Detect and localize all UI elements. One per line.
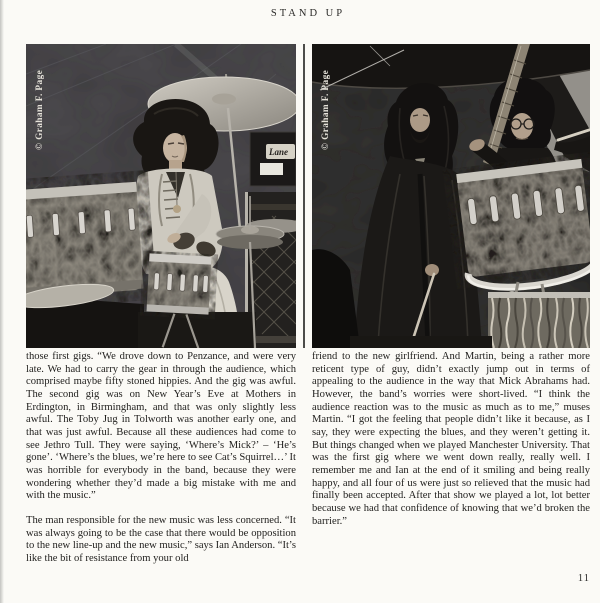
photo-divider-line (303, 44, 305, 348)
amp-head (250, 132, 296, 186)
photo-drummer-art (26, 44, 296, 348)
photo-credit-left: © Graham F. Page (35, 69, 45, 150)
photo-drummer (26, 44, 296, 348)
photo-band-members (312, 44, 590, 348)
bass-drum (26, 182, 144, 298)
page-gutter-shadow (0, 0, 4, 603)
page-number: 11 (577, 573, 590, 584)
paragraph: The man responsible for the new music was less concerned. “It was always going to be the case that there would be opposition to the new line-up and the new music,” says Ian Anderson. “It’s like the bit of resistance from your old (26, 514, 296, 564)
tinsel-drum (488, 292, 590, 348)
paragraph: friend to the new girlfriend. And Martin, being a rather more reticent type of guy, didn’t exactly jump out in terms of appealing to the audience in the way that Mick Abrahams had. However, the band’s worries were short-lived. “I think the audience reaction was to the music as much as to me,” muses Martin. “I got the feeling that people didn’t like it because, as I say, they were expecting the blues, and they weren’t getting it. But things changed when we played Manchester University. That was the first gig where we went down really, really well. I remember me and Ian at the end of it smiling and being really happy, and all four of us were just so relieved that the music had finally been accepted. After that show we played a lot, lot better because we had that confidence of knowing that we’d broken the barrier.” (312, 351, 590, 527)
paragraph: those first gigs. “We drove down to Penzance, and were very late. We had to carry the gear in through the audience, which comprised maybe fifty stoned hippies. And the gig was awful. The second gig was on New Year’s Eve at Mothers in Erdington, in Birmingham, and that was only slightly less awful. The Toby Jug in Tolworth was another early one, and that was just awful. Because all these audiences had come to see Jethro Tull. They were saying, ‘Where’s Mick?’ – ‘He’s gone’. ‘Where’s the blues, we’re here to see Cat’s Squirrel…’ It was horrible for everybody in the band, because they were wondering whether they’d made a big mistake with me and with the music.” (26, 351, 296, 502)
amp-logo-text: Lane (269, 147, 288, 157)
page-title: STAND UP (270, 8, 346, 19)
text-column-left (26, 351, 296, 578)
photo-credit-right: © Graham F. Page (321, 69, 331, 150)
text-column-right (312, 351, 590, 540)
photo-band-art (312, 44, 590, 348)
